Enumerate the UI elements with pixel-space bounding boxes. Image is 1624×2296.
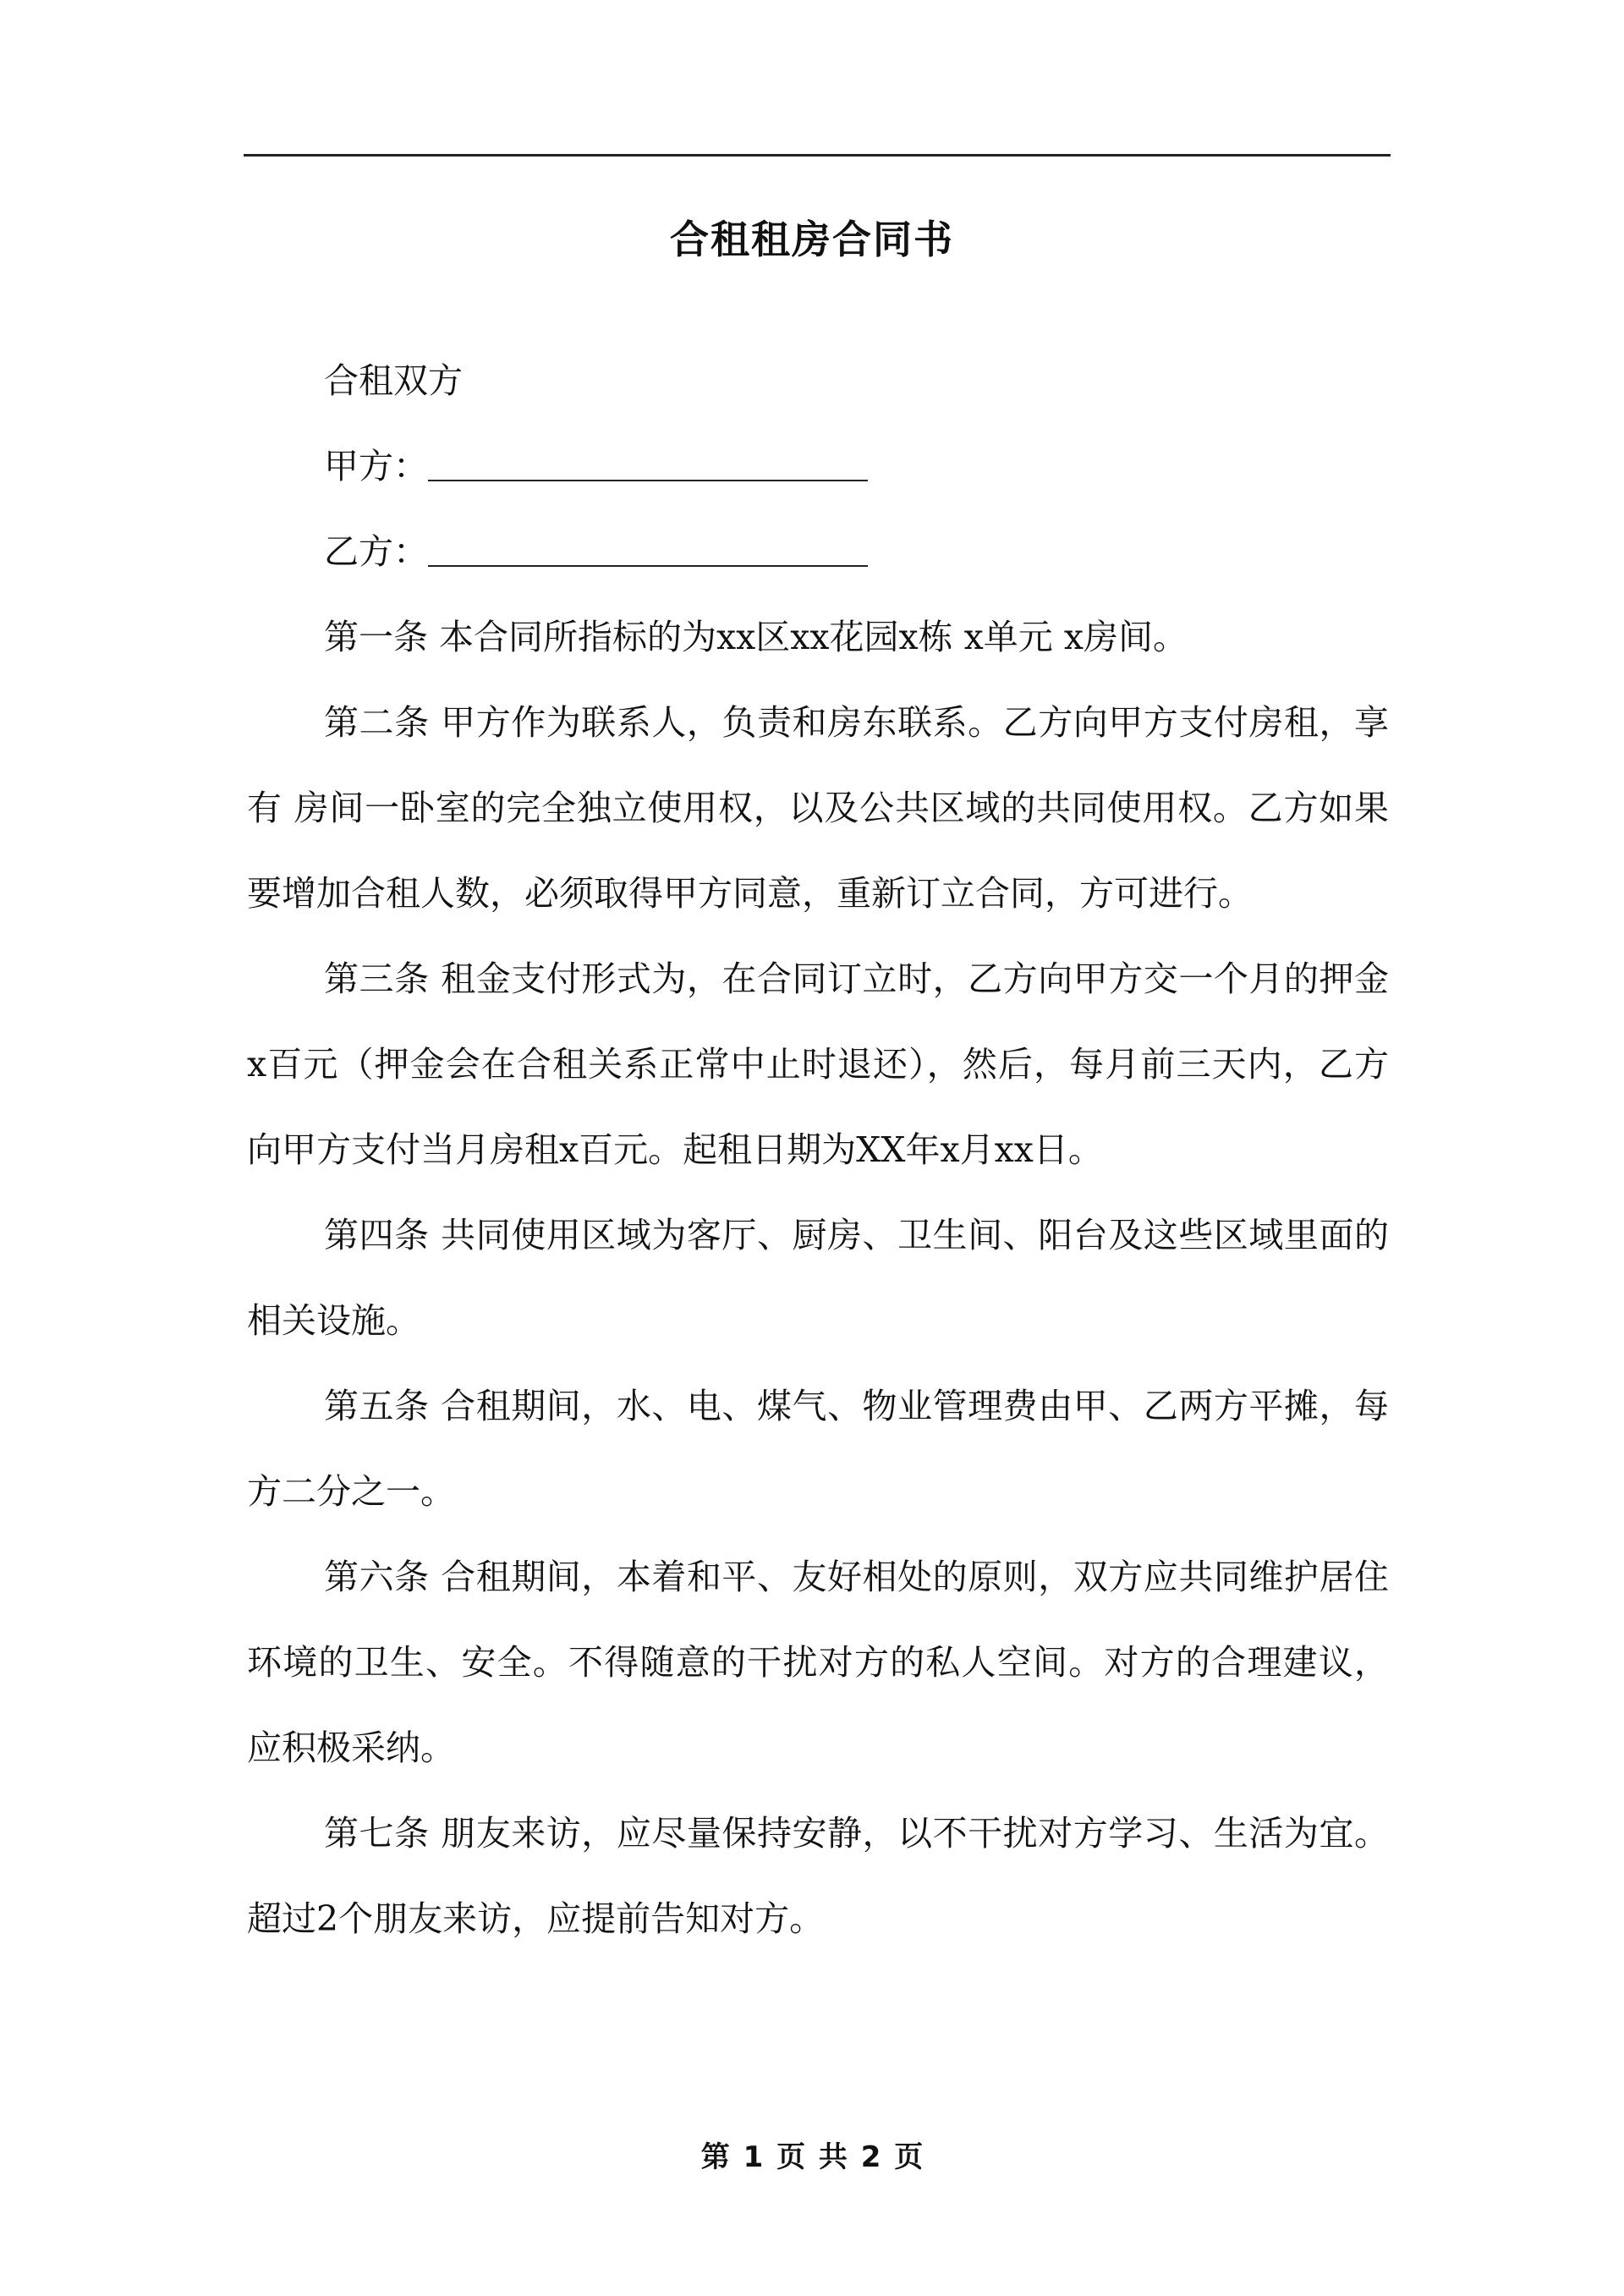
clause-5: 第五条 合租期间，水、电、煤气、物业管理费由甲、乙两方平摊，每方二分之一。 [247,1386,1389,1512]
party-b-blank [428,526,868,567]
clause-7: 第七条 朋友来访，应尽量保持安静，以不干扰对方学习、生活为宜。超过2个朋友来访，应提前告知对方。 [247,1813,1389,1939]
clause-1: 第一条 本合同所指标的为xx区xx花园x栋 x单元 x房间。 [324,617,1188,657]
party-b-label: 乙方： [324,531,428,572]
parties-heading: 合租双方 [324,360,463,401]
clause-6: 第六条 合租期间，本着和平、友好相处的原则，双方应共同维护居住环境的卫生、安全。不得随意的干扰对方的私人空间。对方的合理建议，应积极采纳。 [247,1557,1389,1768]
header-rule [244,154,1391,157]
document-title: 合租租房合同书 [670,217,954,262]
party-a-label: 甲方： [324,446,428,486]
clause-3: 第三条 租金支付形式为，在合同订立时，乙方向甲方交一个月的押金x百元（押金会在合租关系正常中止时退还），然后，每月前三天内，乙方向甲方支付当月房租x百元。起租日期为XX年x月xx日。 [247,958,1389,1170]
party-b-line [247,509,1389,595]
clause-4: 第四条 共同使用区域为客厅、厨房、卫生间、阳台及这些区域里面的相关设施。 [247,1215,1389,1341]
page-number-footer: 第 1 页 共 2 页 [700,2140,924,2174]
document-body [247,338,1389,1962]
party-a-line [247,424,1389,509]
party-a-blank [428,441,868,481]
clause-2: 第二条 甲方作为联系人，负责和房东联系。乙方向甲方支付房租，享有 房间一卧室的完全独立使用权，以及公共区域的共同使用权。乙方如果要增加合租人数，必须取得甲方同意，重新订立合同，方可进行。 [247,702,1389,914]
